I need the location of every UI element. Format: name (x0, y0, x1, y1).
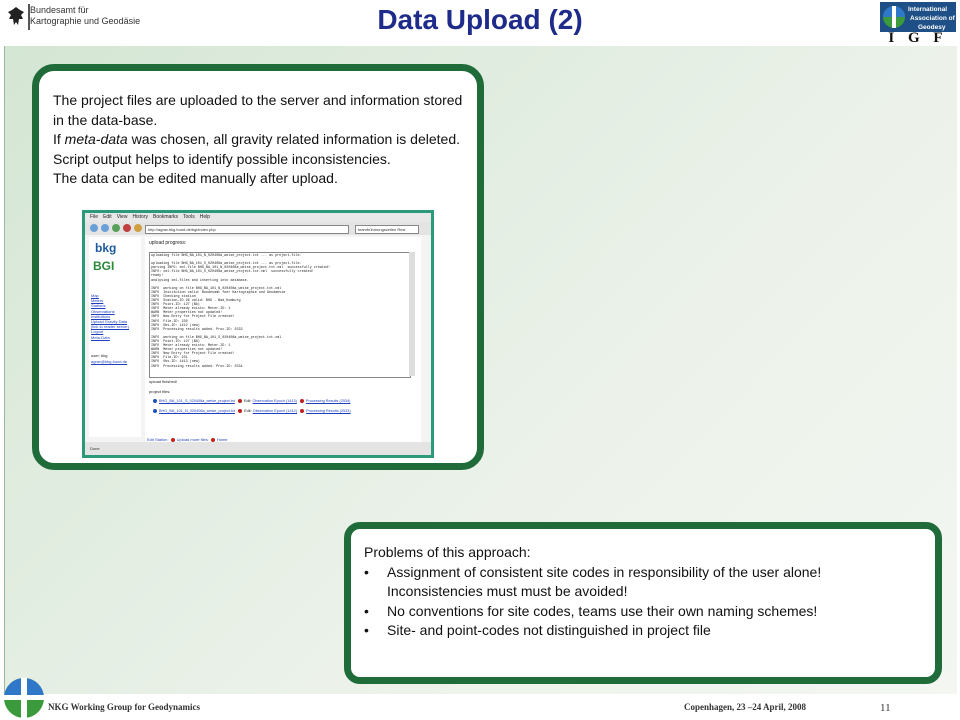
igfs-label: I G F (888, 30, 948, 46)
menu-file[interactable]: File (90, 214, 99, 220)
bullet-icon: • (364, 563, 369, 580)
problems-heading: Problems of this approach: (364, 544, 531, 560)
menu-edit[interactable]: Edit (103, 214, 112, 220)
browser-screenshot (82, 210, 434, 458)
site-sidebar (89, 237, 141, 437)
observation-epoch-link[interactable]: Observation Epoch (1413) (252, 399, 297, 403)
sidebar-link-upload[interactable]: Upload Gravity Data (91, 319, 128, 325)
page-content (145, 237, 421, 442)
info-line-3: Script output helps to identify possible inconsistencies. (53, 150, 391, 167)
results-icon (300, 409, 304, 413)
project-file-row (151, 399, 350, 403)
sidebar-link-stations[interactable]: Stations (91, 303, 106, 309)
nkg-logo-icon (0, 674, 48, 720)
sidebar-links (91, 293, 129, 340)
edit-label: Edit: (243, 399, 252, 403)
browser-toolbar (85, 222, 431, 235)
iag-logo (880, 2, 956, 46)
bullet-icon: • (364, 602, 369, 619)
forward-icon[interactable] (101, 224, 109, 232)
upload-info-text (53, 91, 463, 189)
results-icon (300, 399, 304, 403)
sidebar-link-map[interactable]: Map (91, 293, 99, 298)
bkg-site-logo: bkg (95, 241, 117, 255)
edit-label: Edit: (244, 409, 252, 413)
stop-icon[interactable] (123, 224, 131, 232)
edit-station-link[interactable]: Edit Station (147, 437, 168, 442)
observation-epoch-link[interactable]: Observation Epoch (1412) (252, 409, 298, 413)
info-line-1: The project files are uploaded to the server and information stored in the data-base. (53, 92, 463, 128)
problem-item-2 (364, 602, 924, 622)
header (0, 0, 960, 46)
bullet-icon: • (364, 622, 369, 638)
status-text: Done (90, 446, 100, 451)
project-file-row (151, 409, 351, 413)
user-line: user: bkg (91, 353, 108, 358)
edit-icon (238, 399, 242, 403)
bkg-name-line2: Kartographie und Geodäsie (30, 16, 141, 26)
log-scrollbar[interactable] (409, 252, 415, 376)
project-file-link[interactable]: BHG_BA_101_S_020408a_weise_project.txt (159, 399, 235, 403)
iag-line2: Association of (910, 15, 955, 22)
sidebar-link-institutions[interactable]: Institutions (91, 313, 111, 319)
iag-line3: Geodesy (918, 24, 946, 31)
url-input[interactable]: http://agrav.bkg.bund.de/bgi/index.php (145, 225, 349, 234)
menu-history[interactable]: History (132, 214, 148, 220)
search-input[interactable]: teamfrühmungszellen Resi (355, 225, 419, 234)
processing-results-link[interactable]: Processing Results (2534) (305, 399, 351, 403)
info-line-2: If meta-data was chosen, all gravity related information is deleted. (53, 131, 460, 147)
user-info (91, 353, 127, 365)
sidebar-link-reader[interactable]: (link to reader server) (91, 324, 130, 330)
problems-box (344, 522, 942, 684)
project-files-label: project files: (149, 389, 171, 394)
footer-left: NKG Working Group for Geodynamics (48, 702, 201, 712)
sidebar-link-logout[interactable]: Logout (91, 329, 104, 335)
project-file-link[interactable]: BHG_BA_101_N_020408a_weise_project.txt (159, 409, 235, 413)
home-icon[interactable] (134, 224, 142, 232)
iag-emblem-icon (880, 2, 956, 32)
upload-finished-text: upload finished! (149, 379, 178, 384)
page-number: 11 (880, 702, 891, 714)
problem-item-3 (364, 621, 924, 641)
file-icon (153, 409, 157, 413)
sidebar-link-meters[interactable]: Meters (91, 298, 104, 304)
back-icon[interactable] (90, 224, 98, 232)
user-mail[interactable]: agrav@bkg.bund.de (91, 359, 128, 364)
browser-menubar (85, 213, 431, 222)
footer-center: Copenhagen, 23 –24 April, 2008 (684, 702, 807, 712)
sidebar-link-metadata[interactable]: Meta-Data (91, 334, 110, 340)
edit-icon (238, 409, 242, 413)
problems-text (364, 543, 924, 641)
info-line-4: The data can be edited manually after upload. (53, 170, 338, 186)
browser-statusbar (85, 442, 431, 455)
problem-item-1-text: Assignment of consistent site codes in responsibility of the user alone! (387, 563, 822, 580)
page-title: upload progress: (149, 240, 187, 246)
bgi-site-logo: BGI (93, 259, 115, 273)
reload-icon[interactable] (112, 224, 120, 232)
file-icon (153, 399, 157, 403)
script-output-log[interactable]: uploading file BHG_BA_101_N_020408a_weise_project.txt ... as project-file. uploading file BHG_BA_101_S_020408a_weise_project.txt ... as project-file. parsing INFO: xml-file BHG_BA_101_N_020408a_weise_project.txt.xml successfully created! INFO: xml-file BHG_BA_101_S_020408a_weise_project.txt.xml successfully created! ready! analysing xml-files and inserting into database. INFO working on file BHG_BA_101_N_020408a_weise_project.txt.xml INFO Institution valid: Bundesamt fuer Kartographie und Geodaesie INFO Checking station INFO Station-ID 26 valid: BHG - Bad_Homburg INFO Point-ID: 127 (BA) INFO Meter already exists: Meter-ID: 1 WARN Meter properties not updated! INFO New Entry for Project File created! INFO File-ID: 230 INFO Obs-ID: 1412 (new) INFO Processing results added. Proc-ID: 2533 INFO working on file BHG_BA_101_S_020408a_weise_project.txt.xml INFO Point-ID: 127 (BA) INFO Meter already exists: Meter-ID: 1 WARN Meter properties not updated! INFO New Entry for Project File created! INFO File-ID: 231 INFO Obs-ID: 1413 (new) INFO Processing results added. Proc-ID: 2534 (149, 252, 411, 378)
upload-more-link[interactable]: Upload more files (176, 437, 208, 442)
problem-item-1-cont: Inconsistencies must must be avoided! (387, 583, 628, 599)
problem-item-3-text: Site- and point-codes not distinguished in project file (387, 622, 711, 638)
iag-line1: International (908, 6, 948, 13)
slide-title: Data Upload (2) (377, 4, 583, 35)
menu-help[interactable]: Help (199, 214, 210, 220)
menu-tools[interactable]: Tools (183, 214, 195, 220)
sidebar-link-observations[interactable]: Observations (91, 308, 115, 314)
bkg-name-line1: Bundesamt für (30, 5, 89, 15)
menu-bookmarks[interactable]: Bookmarks (153, 214, 179, 220)
problem-item-2-text: No conventions for site codes, teams use their own naming schemes! (387, 602, 818, 619)
menu-view[interactable]: View (116, 214, 128, 220)
problem-item-1 (364, 563, 924, 583)
processing-results-link[interactable]: Processing Results (2533) (306, 409, 351, 413)
home-link[interactable]: Home (216, 437, 228, 442)
